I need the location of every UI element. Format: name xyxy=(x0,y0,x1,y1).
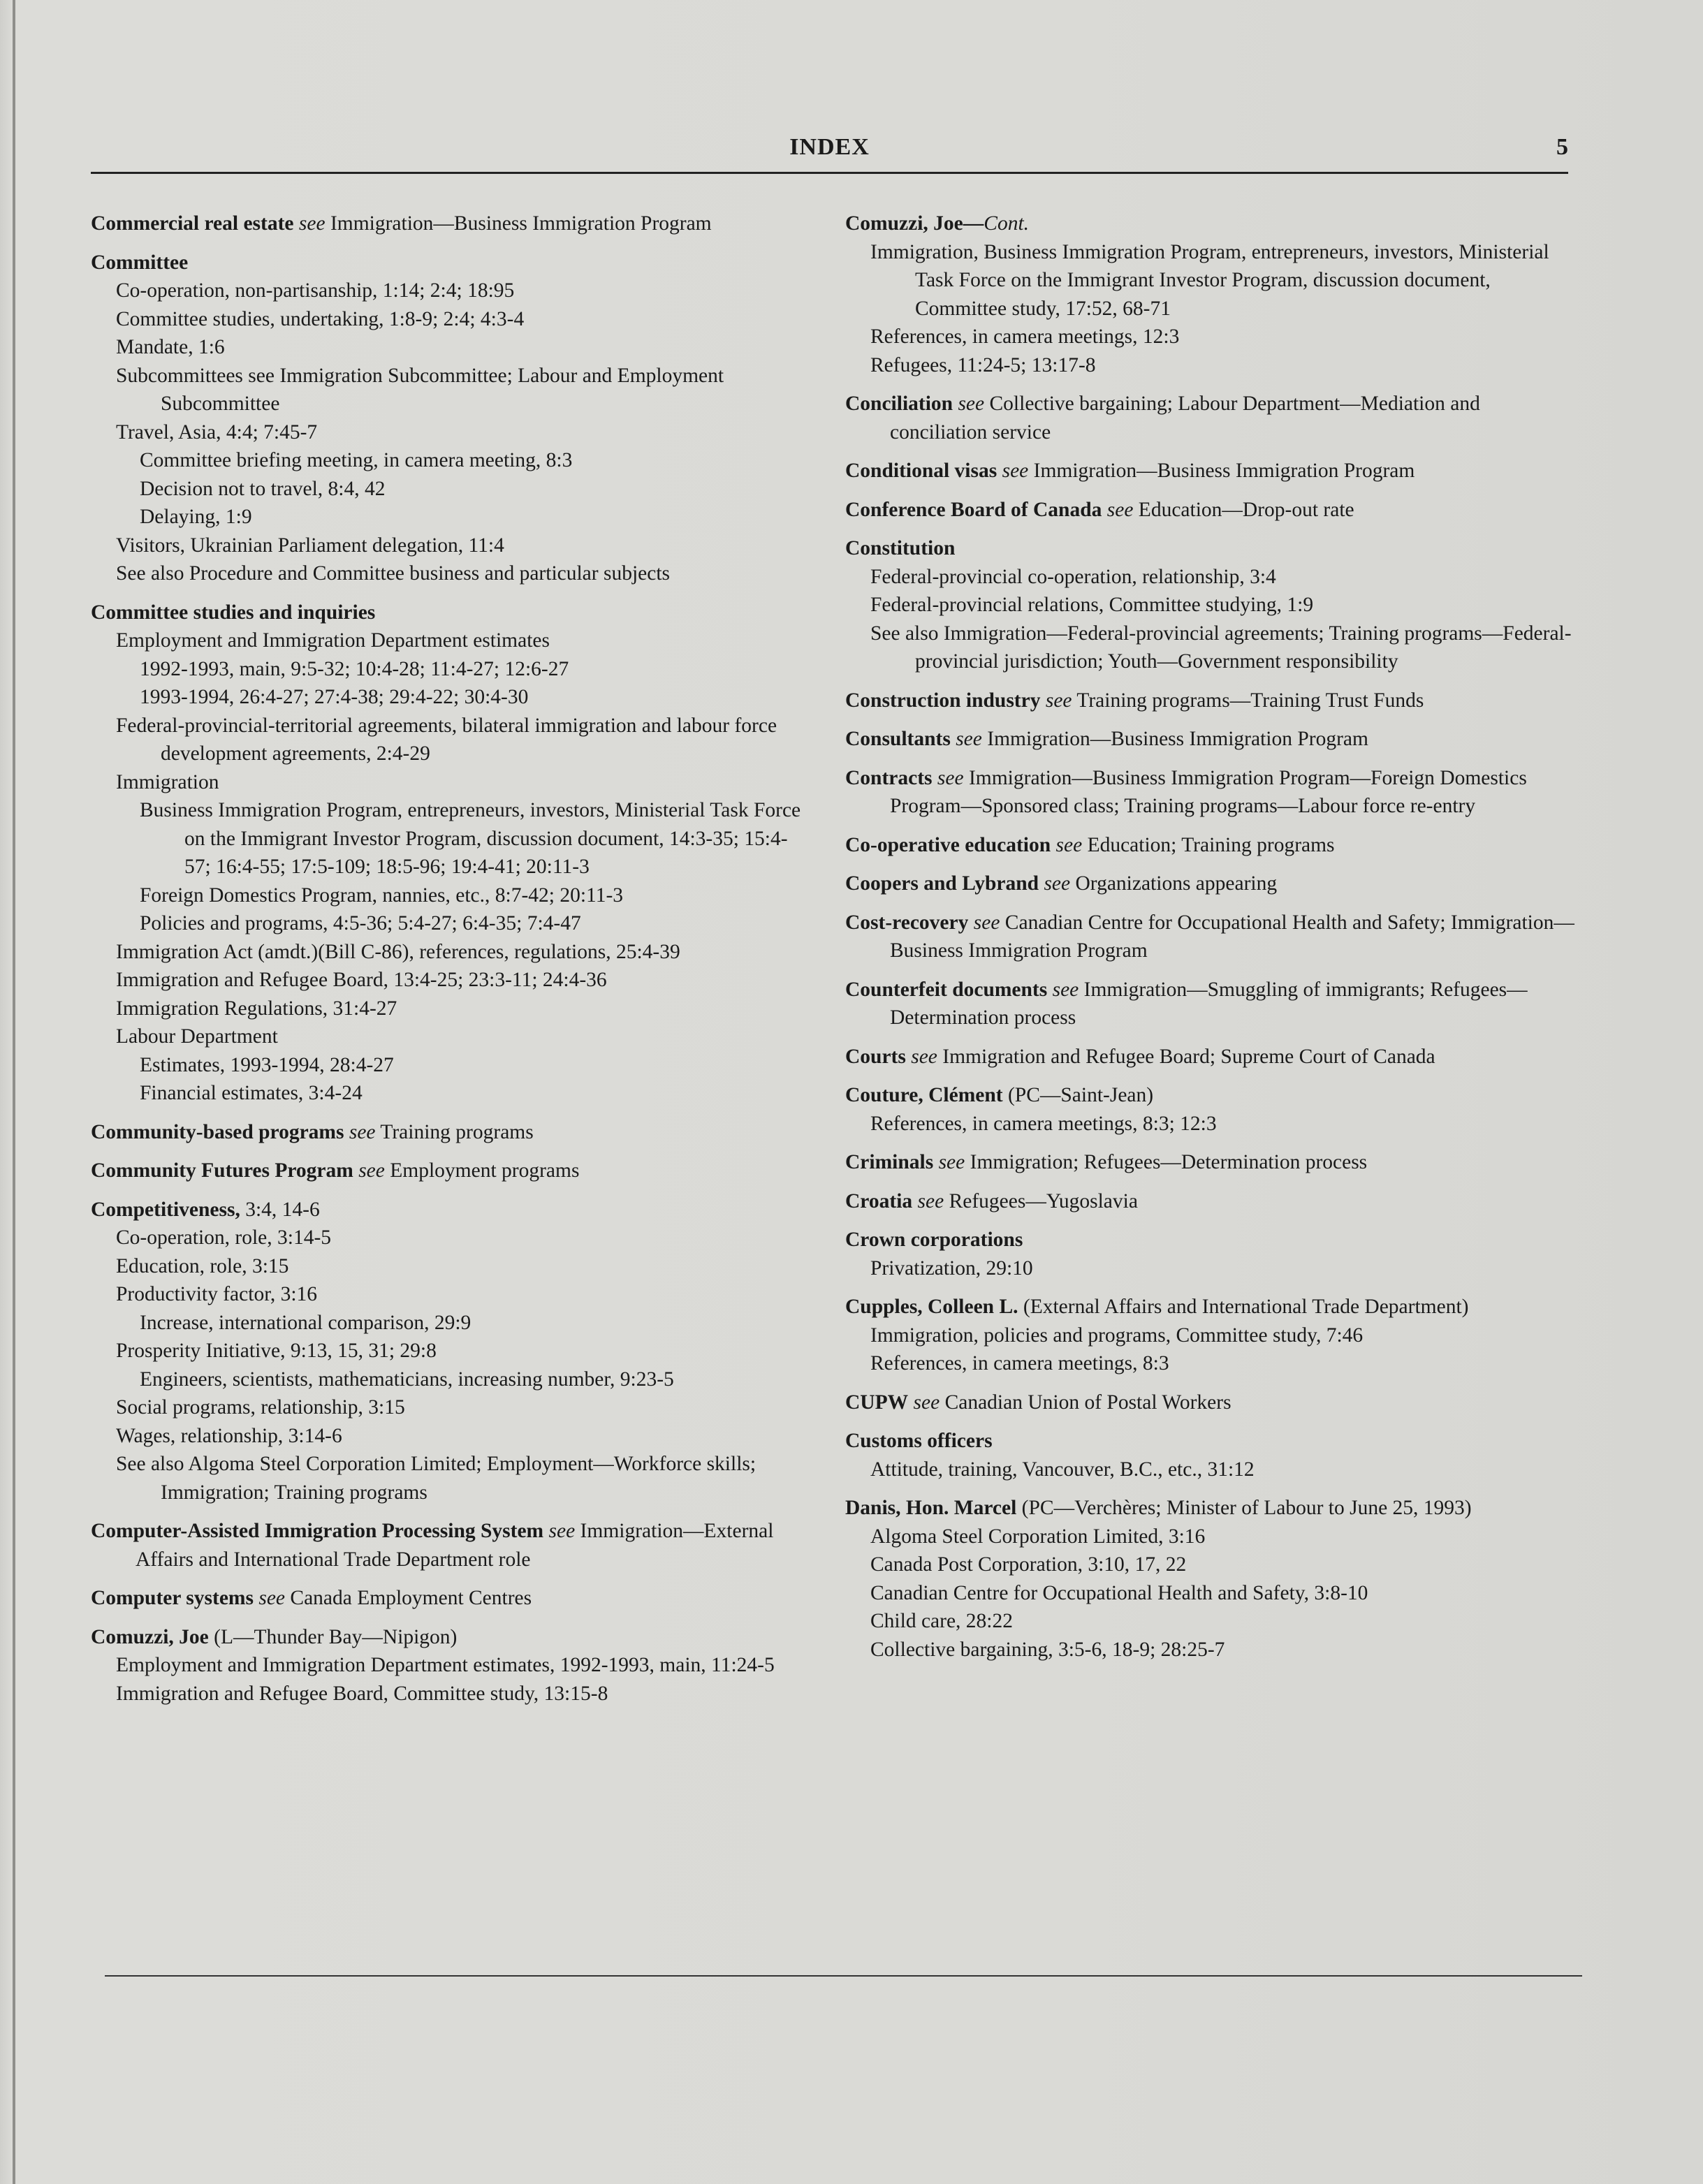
entry-reference: Education; Training programs xyxy=(1087,833,1335,856)
entry-heading xyxy=(845,1081,1579,1110)
entry-term: Conditional visas xyxy=(845,460,997,482)
see-reference: see xyxy=(349,1120,376,1143)
entry-heading xyxy=(845,496,1579,525)
entry-reference: Immigration—Business Immigration Program xyxy=(1033,460,1415,482)
entry-term: Comuzzi, Joe xyxy=(91,1625,209,1648)
page-number: 5 xyxy=(1556,134,1568,160)
entry-reference: Immigration—Smuggling of immigrants; Refugees—Determination process xyxy=(890,978,1528,1029)
see-reference: see xyxy=(358,1159,385,1182)
index-entry xyxy=(845,870,1579,898)
entry-reference: Refugees—Yugoslavia xyxy=(949,1189,1138,1212)
entry-heading xyxy=(845,1494,1579,1523)
entry-term: Danis, Hon. Marcel xyxy=(845,1497,1017,1519)
page-header xyxy=(91,134,1568,170)
entry-term: Croatia xyxy=(845,1189,913,1212)
index-entry xyxy=(91,1517,810,1574)
entry-reference: Canadian Centre for Occupational Health and Safety; Immigration—Business Immigration Program xyxy=(890,911,1574,962)
subentry: References, in camera meetings, 8:3 xyxy=(870,1352,1169,1375)
index-entry xyxy=(845,1427,1579,1483)
index-entry xyxy=(845,1081,1579,1138)
subentry: Business Immigration Program, entrepreneurs, investors, Ministerial Task Force on the Immigrant Investor Program, discussion document, 14:3-35; 15:4-57; 16:4-55; 17:5-109; 18:5-96; 19:4-41; 20:11-3 xyxy=(140,799,801,878)
entry-reference: (PC—Verchères; Minister of Labour to June 25, 1993) xyxy=(1021,1497,1472,1519)
entry-term: Computer systems xyxy=(91,1587,254,1609)
entry-term: Consultants xyxy=(845,728,951,750)
see-reference: see xyxy=(958,393,985,415)
see-reference: see xyxy=(973,911,1000,934)
entry-heading xyxy=(845,870,1579,898)
subentry: Engineers, scientists, mathematicians, increasing number, 9:23-5 xyxy=(140,1368,674,1391)
subentry: Estimates, 1993-1994, 28:4-27 xyxy=(140,1053,394,1076)
index-entry xyxy=(845,1293,1579,1378)
subentry: Prosperity Initiative, 9:13, 15, 31; 29:8 xyxy=(116,1340,437,1362)
subentry: Decision not to travel, 8:4, 42 xyxy=(140,477,386,500)
index-entry xyxy=(845,764,1579,821)
entry-term: Conference Board of Canada xyxy=(845,498,1102,521)
index-column-left xyxy=(91,210,810,1718)
subentry: Immigration and Refugee Board, 13:4-25; 23:3-11; 24:4-36 xyxy=(116,969,607,991)
entry-heading xyxy=(845,390,1579,446)
entry-term: Community Futures Program xyxy=(91,1159,353,1182)
entry-heading xyxy=(845,457,1579,485)
entry-heading xyxy=(845,1226,1579,1254)
subentry: Wages, relationship, 3:14-6 xyxy=(116,1424,342,1447)
entry-term: Crown corporations xyxy=(845,1229,1023,1251)
subentry: Committee briefing meeting, in camera meeting, 8:3 xyxy=(140,449,573,471)
binding-edge xyxy=(13,0,15,2184)
entry-heading xyxy=(91,1517,810,1574)
index-entry xyxy=(91,1196,810,1507)
index-entry xyxy=(845,1494,1579,1664)
entry-heading xyxy=(845,1187,1579,1216)
entry-term: Commercial real estate xyxy=(91,212,294,235)
index-entry xyxy=(845,1226,1579,1282)
entry-reference: Immigration and Refugee Board; Supreme Court of Canada xyxy=(942,1045,1435,1068)
subentry: See also Procedure and Committee business and particular subjects xyxy=(116,562,671,585)
entry-reference: 3:4, 14-6 xyxy=(245,1198,320,1221)
entry-term: Counterfeit documents xyxy=(845,978,1048,1001)
subentry: Employment and Immigration Department estimates, 1992-1993, main, 11:24-5 xyxy=(116,1654,775,1676)
entry-reference: Immigration—Business Immigration Program—Foreign Domestics Program—Sponsored class; Training programs—Labour force re-entry xyxy=(890,766,1527,817)
entry-heading xyxy=(91,249,810,277)
entry-term: Construction industry xyxy=(845,689,1041,712)
subentry: Federal-provincial relations, Committee studying, 1:9 xyxy=(870,594,1314,616)
subentry: References, in camera meetings, 8:3; 12:3 xyxy=(870,1112,1217,1135)
entry-reference: Training programs—Training Trust Funds xyxy=(1076,689,1424,712)
subentry: References, in camera meetings, 12:3 xyxy=(870,325,1180,348)
entry-reference: Employment programs xyxy=(390,1159,580,1182)
index-entry xyxy=(845,831,1579,860)
entry-heading xyxy=(845,976,1579,1032)
index-entry xyxy=(91,249,810,588)
entry-reference: Organizations appearing xyxy=(1075,872,1278,895)
subentry: Co-operation, non-partisanship, 1:14; 2:4; 18:95 xyxy=(116,279,515,302)
see-reference: see xyxy=(1055,833,1083,856)
entry-term: Cost-recovery xyxy=(845,911,969,934)
see-reference: see xyxy=(1052,978,1079,1001)
subentry: Financial estimates, 3:4-24 xyxy=(140,1082,363,1104)
entry-term: Co-operative education xyxy=(845,833,1051,856)
subentry: Labour Department xyxy=(116,1025,278,1048)
subentry: Attitude, training, Vancouver, B.C., etc., 31:12 xyxy=(870,1458,1255,1481)
entry-term: Community-based programs xyxy=(91,1120,344,1143)
entry-reference: Immigration—External Affairs and International Trade Department role xyxy=(136,1520,774,1571)
index-entry xyxy=(845,976,1579,1032)
entry-reference: Training programs xyxy=(380,1120,534,1143)
entry-heading xyxy=(845,210,1579,238)
subentry: Immigration, policies and programs, Committee study, 7:46 xyxy=(870,1324,1364,1347)
subentry: Immigration Act (amdt.)(Bill C-86), references, regulations, 25:4-39 xyxy=(116,940,680,963)
index-entry xyxy=(845,390,1579,446)
entry-heading xyxy=(845,1148,1579,1177)
entry-reference: Immigration—Business Immigration Program xyxy=(987,728,1368,750)
index-entry xyxy=(845,1388,1579,1417)
entry-term: CUPW xyxy=(845,1391,909,1414)
entry-reference: Immigration—Business Immigration Program xyxy=(330,212,712,235)
subentry: Policies and programs, 4:5-36; 5:4-27; 6:4-35; 7:4-47 xyxy=(140,912,581,935)
entry-term: Committee xyxy=(91,251,189,274)
see-reference: see xyxy=(917,1189,944,1212)
index-entry xyxy=(91,599,810,1108)
entry-heading xyxy=(91,1584,810,1613)
see-reference: see xyxy=(1045,689,1072,712)
entry-reference: (PC—Saint-Jean) xyxy=(1007,1084,1154,1106)
subentry: Visitors, Ukrainian Parliament delegation, 11:4 xyxy=(116,534,504,557)
entry-reference: Collective bargaining; Labour Department—Mediation and conciliation service xyxy=(890,393,1480,444)
entry-heading xyxy=(845,1427,1579,1456)
index-entry xyxy=(845,909,1579,965)
entry-term: Cupples, Colleen L. xyxy=(845,1296,1018,1318)
subentry: Refugees, 11:24-5; 13:17-8 xyxy=(870,353,1096,376)
entry-reference: (L—Thunder Bay—Nipigon) xyxy=(214,1625,458,1648)
subentry: Subcommittees see Immigration Subcommittee; Labour and Employment Subcommittee xyxy=(116,364,724,415)
entry-term: Customs officers xyxy=(845,1430,993,1452)
see-reference: see xyxy=(298,212,326,235)
index-entry xyxy=(91,1623,810,1708)
entry-heading xyxy=(845,909,1579,965)
entry-heading xyxy=(91,1157,810,1185)
subentry: Foreign Domestics Program, nannies, etc., 8:7-42; 20:11-3 xyxy=(140,884,624,907)
index-entry xyxy=(845,496,1579,525)
see-reference: see xyxy=(913,1391,940,1414)
subentry: Child care, 28:22 xyxy=(870,1610,1013,1632)
entry-heading xyxy=(845,1043,1579,1071)
subentry: Immigration and Refugee Board, Committee study, 13:15-8 xyxy=(116,1682,608,1705)
index-column-right xyxy=(845,210,1579,1674)
index-entry xyxy=(845,210,1579,379)
entry-reference: (External Affairs and International Trade Department) xyxy=(1023,1296,1469,1318)
subentry: Delaying, 1:9 xyxy=(140,506,252,528)
entry-heading xyxy=(91,1623,810,1652)
entry-term: Comuzzi, Joe— xyxy=(845,212,984,235)
index-entry xyxy=(91,1118,810,1147)
index-entry xyxy=(845,534,1579,676)
subentry: Productivity factor, 3:16 xyxy=(116,1283,318,1305)
entry-term: Committee studies and inquiries xyxy=(91,601,376,624)
subentry: Canadian Centre for Occupational Health and Safety, 3:8-10 xyxy=(870,1581,1368,1604)
subentry: Privatization, 29:10 xyxy=(870,1256,1033,1280)
index-entry xyxy=(845,1187,1579,1216)
entry-term: Contracts xyxy=(845,766,933,789)
entry-term: Computer-Assisted Immigration Processing System xyxy=(91,1520,544,1542)
entry-heading xyxy=(845,831,1579,860)
see-reference: see xyxy=(1106,498,1134,521)
subentry: Employment and Immigration Department estimates xyxy=(116,629,550,652)
subentry: Increase, international comparison, 29:9 xyxy=(140,1311,472,1334)
subentry: Collective bargaining, 3:5-6, 18-9; 28:25-7 xyxy=(870,1638,1225,1661)
header-rule xyxy=(91,172,1568,174)
entry-heading xyxy=(91,599,810,627)
subentry: Co-operation, role, 3:14-5 xyxy=(116,1226,332,1249)
index-entry xyxy=(845,457,1579,485)
subentry: Education, role, 3:15 xyxy=(116,1254,289,1277)
footer-rule xyxy=(105,1975,1582,1977)
index-entry xyxy=(845,1043,1579,1071)
see-reference: see xyxy=(1002,460,1029,482)
subentry: 1992-1993, main, 9:5-32; 10:4-28; 11:4-27; 12:6-27 xyxy=(140,657,569,680)
entry-heading xyxy=(91,1196,810,1224)
entry-term: Courts xyxy=(845,1045,906,1068)
entry-heading xyxy=(845,764,1579,821)
subentry: Social programs, relationship, 3:15 xyxy=(116,1396,405,1419)
subentry: Algoma Steel Corporation Limited, 3:16 xyxy=(870,1525,1206,1548)
entry-heading xyxy=(845,1388,1579,1417)
entry-reference: Immigration; Refugees—Determination process xyxy=(970,1151,1368,1173)
subentry: See also Immigration—Federal-provincial agreements; Training programs—Federal-provincial jurisdiction; Youth—Government responsibility xyxy=(870,622,1572,673)
index-entry xyxy=(91,1157,810,1185)
index-entry xyxy=(845,725,1579,754)
entry-heading xyxy=(845,1293,1579,1321)
index-entry xyxy=(91,1584,810,1613)
entry-term: Criminals xyxy=(845,1151,934,1173)
subentry: Federal-provincial co-operation, relationship, 3:4 xyxy=(870,565,1276,588)
index-entry xyxy=(845,1148,1579,1177)
subentry: Immigration Regulations, 31:4-27 xyxy=(116,997,397,1020)
subentry: 1993-1994, 26:4-27; 27:4-38; 29:4-22; 30:4-30 xyxy=(140,686,529,708)
entry-heading xyxy=(91,1118,810,1147)
entry-heading xyxy=(91,210,810,238)
see-reference: see xyxy=(1044,872,1071,895)
page-title: INDEX xyxy=(789,134,870,160)
subentry: Committee studies, undertaking, 1:8-9; 2:4; 4:3-4 xyxy=(116,307,525,330)
subentry: Federal-provincial-territorial agreements, bilateral immigration and labour force development agreements, 2:4-29 xyxy=(116,714,777,765)
see-reference: see xyxy=(938,1151,965,1173)
entry-heading xyxy=(845,725,1579,754)
see-reference: see xyxy=(937,766,964,789)
subentry: See also Algoma Steel Corporation Limited; Employment—Workforce skills; Immigration; Training programs xyxy=(116,1453,757,1504)
see-reference: see xyxy=(911,1045,937,1068)
subentry: Immigration, Business Immigration Program, entrepreneurs, investors, Ministerial Task Force on the Immigrant Investor Program, discussion document, Committee study, 17:52, 68-71 xyxy=(870,240,1549,320)
index-entry xyxy=(845,687,1579,715)
entry-term: Constitution xyxy=(845,537,956,559)
index-entry xyxy=(91,210,810,238)
entry-term: Conciliation xyxy=(845,393,953,415)
entry-heading xyxy=(845,534,1579,563)
entry-term: Coopers and Lybrand xyxy=(845,872,1039,895)
subentry: Mandate, 1:6 xyxy=(116,336,225,358)
see-reference: Cont. xyxy=(984,212,1030,235)
entry-reference: Education—Drop-out rate xyxy=(1138,498,1354,521)
entry-reference: Canada Employment Centres xyxy=(290,1587,532,1609)
entry-heading xyxy=(845,687,1579,715)
see-reference: see xyxy=(956,728,982,750)
see-reference: see xyxy=(548,1520,576,1542)
entry-term: Couture, Clément xyxy=(845,1084,1003,1106)
see-reference: see xyxy=(258,1587,286,1609)
subentry: Travel, Asia, 4:4; 7:45-7 xyxy=(116,420,318,444)
entry-reference: Canadian Union of Postal Workers xyxy=(944,1391,1231,1414)
entry-term: Competitiveness, xyxy=(91,1198,240,1221)
subentry: Immigration xyxy=(116,770,219,793)
subentry: Canada Post Corporation, 3:10, 17, 22 xyxy=(870,1553,1187,1576)
